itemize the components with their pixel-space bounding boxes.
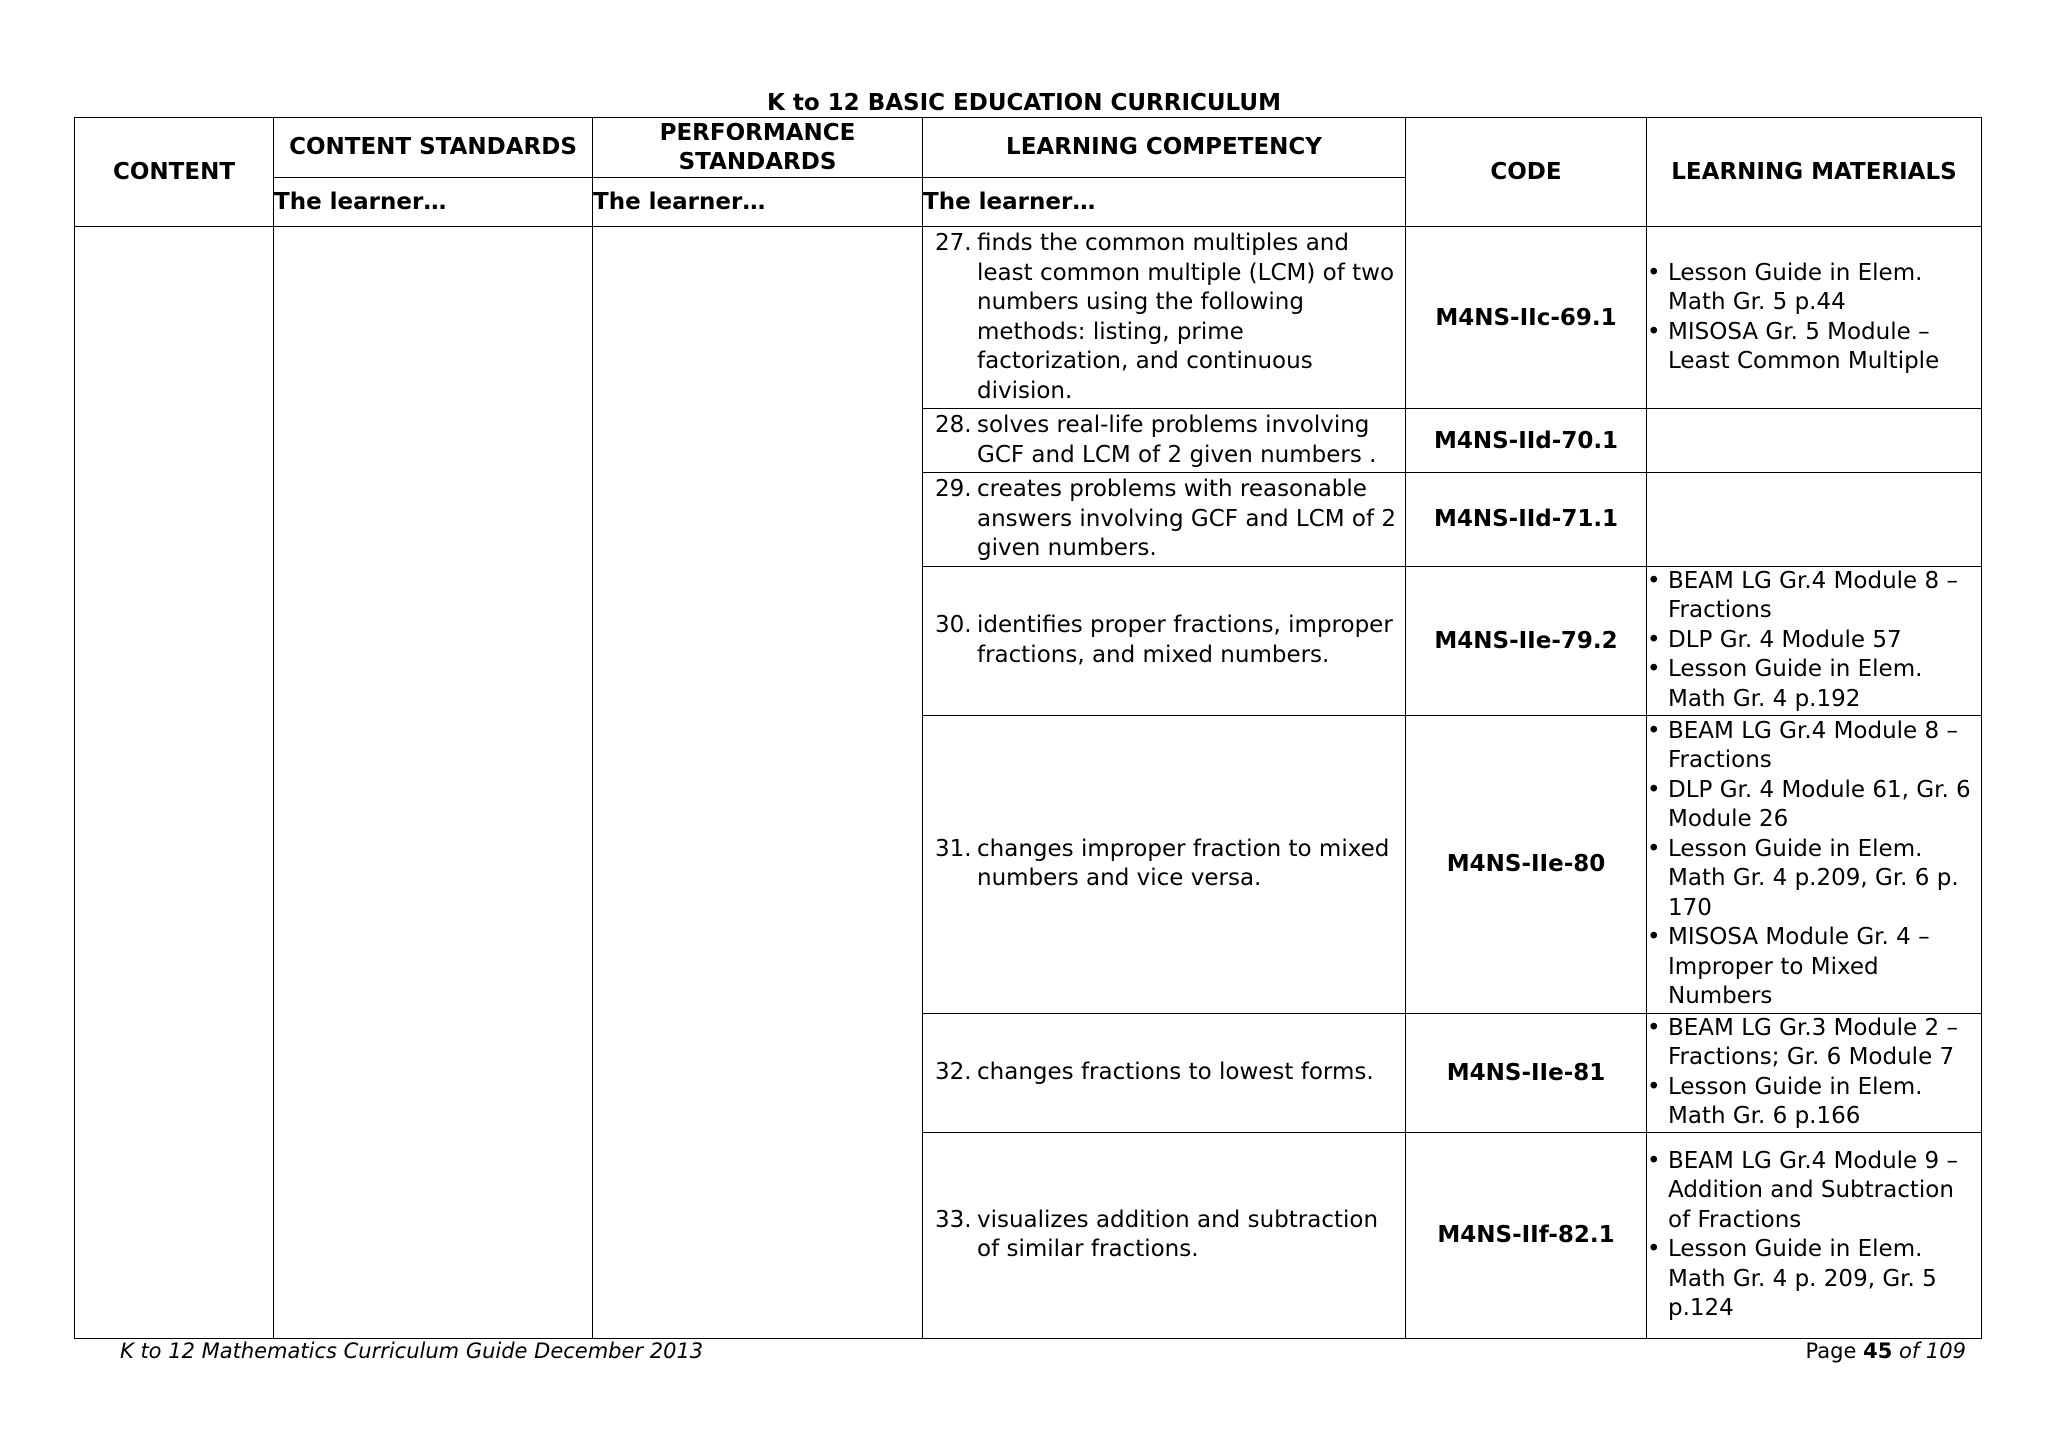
code-cell: M4NS-IIe-80 — [1406, 715, 1647, 1013]
page-prefix: Page — [1805, 1339, 1857, 1363]
competency-number: 27. — [935, 230, 972, 256]
competency-cell — [923, 566, 1406, 715]
material-item: • MISOSA Gr. 5 Module – Least Common Multiple — [1647, 318, 1981, 377]
performance-standards-learner-label: The learner… — [593, 178, 923, 227]
competency-text: creates problems with reasonable answers involving GCF and LCM of 2 given numbers. — [977, 476, 1397, 561]
material-item: • Lesson Guide in Elem. Math Gr. 4 p. 209, Gr. 5 p.124 — [1647, 1235, 1981, 1324]
competency-number: 30. — [935, 612, 972, 638]
competency-number: 28. — [935, 412, 972, 438]
code-cell: M4NS-IId-71.1 — [1406, 473, 1647, 567]
competency-cell — [923, 1013, 1406, 1132]
competency-text: identifies proper fractions, improper fractions, and mixed numbers. — [977, 612, 1393, 668]
header-learning-materials: LEARNING MATERIALS — [1647, 118, 1982, 227]
header-code: CODE — [1406, 118, 1647, 227]
footer-guide-title: K to 12 Mathematics Curriculum Guide December 2013 — [120, 1339, 704, 1363]
competency-text: changes fractions to lowest forms. — [977, 1058, 1374, 1085]
competency-text: visualizes addition and subtraction of similar fractions. — [977, 1206, 1379, 1262]
material-item: • BEAM LG Gr.4 Module 8 – Fractions — [1647, 717, 1981, 776]
material-item: • MISOSA Module Gr. 4 – Improper to Mixed Numbers — [1647, 923, 1981, 1012]
performance-standards-cell — [593, 227, 923, 1339]
material-item: • DLP Gr. 4 Module 57 — [1647, 626, 1981, 656]
competency-cell — [923, 715, 1406, 1013]
materials-list — [1647, 717, 1981, 1012]
page-number: 45 — [1863, 1339, 1893, 1363]
page-total: of 109 — [1899, 1339, 1966, 1363]
competency-number: 29. — [935, 476, 972, 502]
competency-cell — [923, 1132, 1406, 1338]
materials-list — [1647, 259, 1981, 377]
table-row — [75, 227, 1982, 409]
materials-cell — [1647, 409, 1982, 473]
content-standards-learner-label: The learner… — [274, 178, 593, 227]
materials-list — [1647, 1014, 1981, 1132]
material-item: • BEAM LG Gr.4 Module 9 – Addition and Subtraction of Fractions — [1647, 1147, 1981, 1236]
content-standards-cell — [274, 227, 593, 1339]
materials-list — [1647, 1147, 1981, 1324]
content-cell — [75, 227, 274, 1339]
material-item: • Lesson Guide in Elem. Math Gr. 4 p.209, Gr. 6 p. 170 — [1647, 835, 1981, 924]
code-cell: M4NS-IId-70.1 — [1406, 409, 1647, 473]
competency-number: 32. — [935, 1058, 972, 1085]
competency-text: finds the common multiples and least common multiple (LCM) of two numbers using the following methods: listing, prime factorization, and continuous division. — [977, 230, 1395, 404]
materials-cell — [1647, 1013, 1982, 1132]
material-item: • BEAM LG Gr.3 Module 2 – Fractions; Gr. 6 Module 7 — [1647, 1014, 1981, 1073]
materials-cell — [1647, 473, 1982, 567]
header-learning-competency: LEARNING COMPETENCY — [923, 118, 1406, 178]
materials-list — [1647, 567, 1981, 715]
competency-text: solves real-life problems involving GCF and LCM of 2 given numbers . — [977, 412, 1377, 468]
competency-cell — [923, 473, 1406, 567]
curriculum-table — [74, 117, 1982, 1339]
competency-text: changes improper fraction to mixed numbers and vice versa. — [977, 835, 1390, 891]
material-item: • DLP Gr. 4 Module 61, Gr. 6 Module 26 — [1647, 776, 1981, 835]
learning-competency-learner-label: The learner… — [923, 178, 1406, 227]
code-cell: M4NS-IIe-79.2 — [1406, 566, 1647, 715]
material-item: • Lesson Guide in Elem. Math Gr. 4 p.192 — [1647, 655, 1981, 714]
header-performance-standards: PERFORMANCE STANDARDS — [593, 118, 923, 178]
materials-cell — [1647, 227, 1982, 409]
competency-number: 33. — [935, 1206, 972, 1233]
code-cell: M4NS-IIe-81 — [1406, 1013, 1647, 1132]
materials-cell — [1647, 566, 1982, 715]
material-item: • Lesson Guide in Elem. Math Gr. 6 p.166 — [1647, 1073, 1981, 1132]
code-cell: M4NS-IIf-82.1 — [1406, 1132, 1647, 1338]
header-content: CONTENT — [75, 118, 274, 227]
materials-cell — [1647, 715, 1982, 1013]
material-item: • Lesson Guide in Elem. Math Gr. 5 p.44 — [1647, 259, 1981, 318]
document-title: K to 12 BASIC EDUCATION CURRICULUM — [767, 90, 1281, 116]
code-cell: M4NS-IIc-69.1 — [1406, 227, 1647, 409]
materials-cell — [1647, 1132, 1982, 1338]
competency-cell — [923, 227, 1406, 409]
competency-cell — [923, 409, 1406, 473]
footer-page-number — [1806, 1339, 1966, 1363]
header-content-standards: CONTENT STANDARDS — [274, 118, 593, 178]
material-item: • BEAM LG Gr.4 Module 8 – Fractions — [1647, 567, 1981, 626]
competency-number: 31. — [935, 835, 972, 862]
